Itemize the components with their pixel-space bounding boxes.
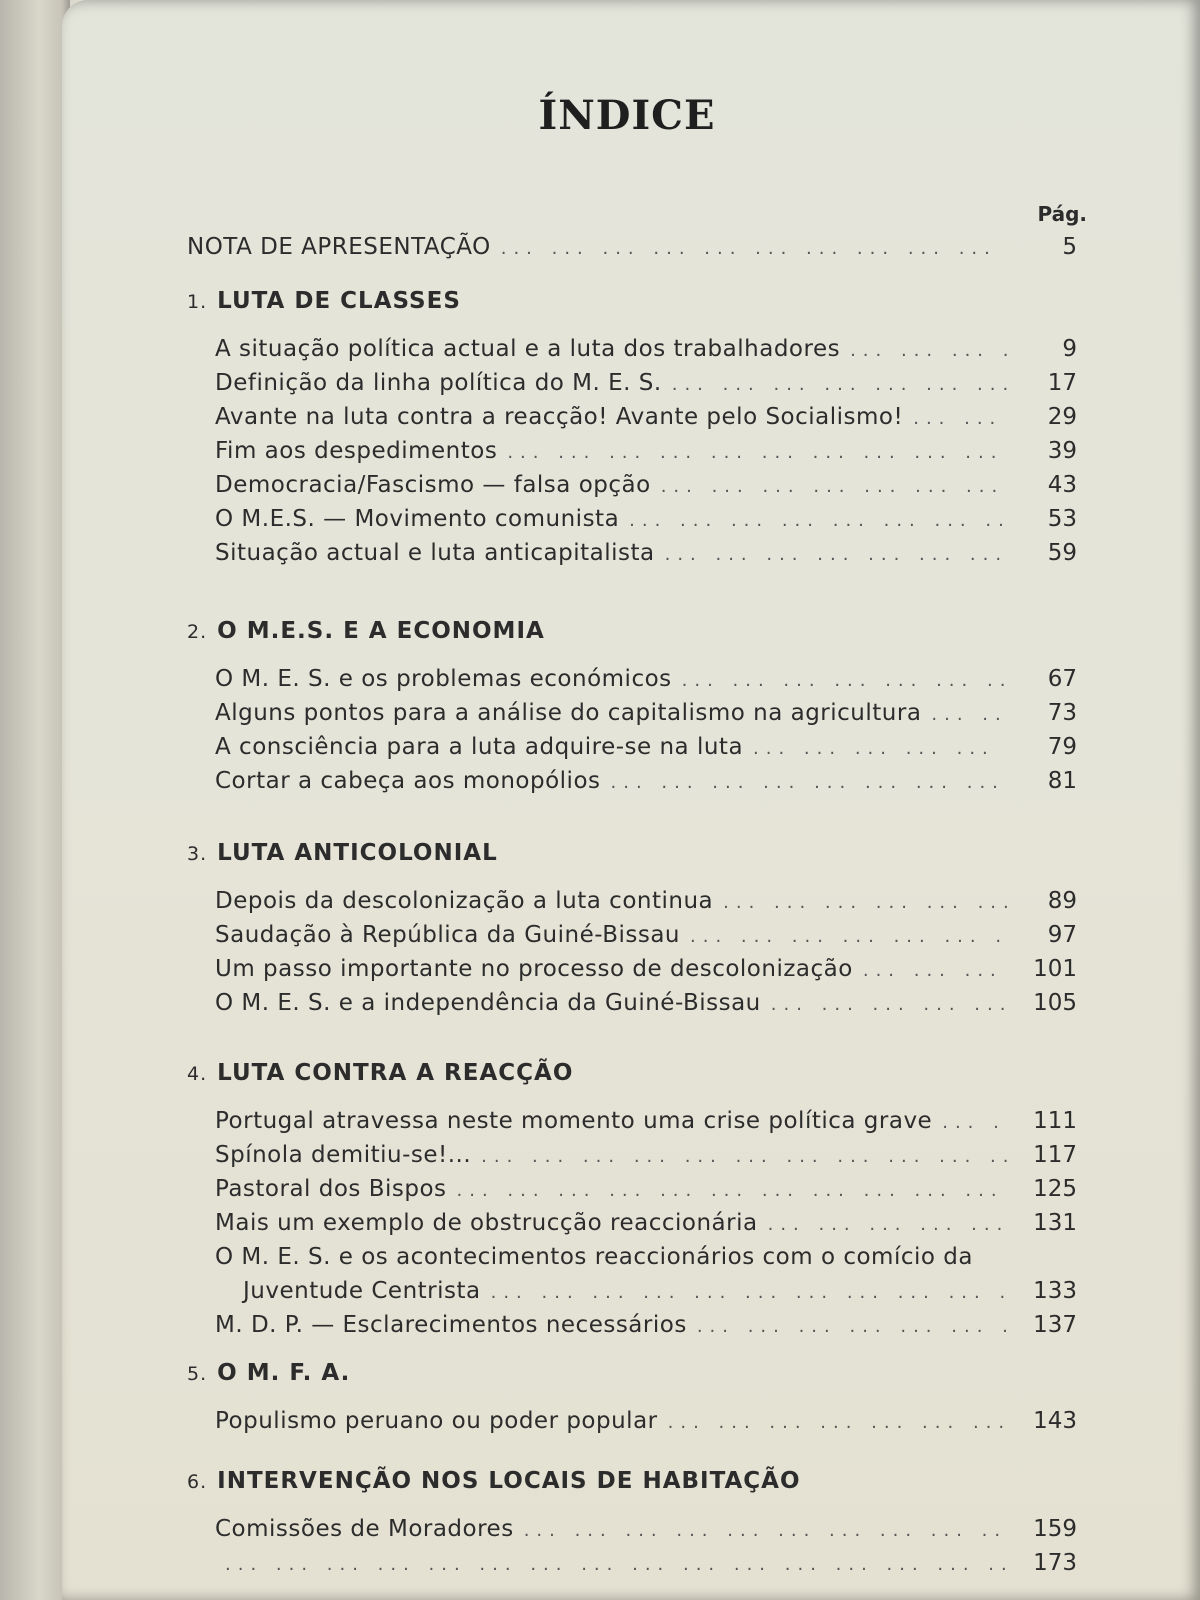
toc-entry [215, 666, 1077, 700]
toc-entry [215, 922, 1077, 956]
entry-page: 117 [1033, 1142, 1077, 1168]
toc-entry [215, 472, 1077, 506]
entry-title: Populismo peruano ou poder popular [215, 1408, 658, 1434]
entry-title: Saudação à República da Guiné-Bissau [215, 922, 681, 948]
entry-title: O M. E. S. e a independência da Guiné-Bissau [215, 990, 761, 1016]
entry-title: M. D. P. — Esclarecimentos necessários [215, 1312, 687, 1338]
entry-title: Democracia/Fascismo — falsa opção [215, 472, 651, 498]
toc-entry [215, 956, 1077, 990]
section-number: 2. [187, 621, 208, 643]
entry-title: Fim aos despedimentos [215, 438, 498, 464]
toc-entry [215, 1516, 1077, 1550]
section-4 [187, 1060, 1077, 1346]
entry-title: Spínola demitiu-se!... [215, 1142, 472, 1168]
entry-page: 143 [1033, 1408, 1077, 1434]
section-title: LUTA DE CLASSES [217, 288, 461, 314]
toc-entry [215, 990, 1077, 1024]
leader-dots [661, 476, 1007, 497]
entry-title: Avante na luta contra a reacção! Avante pelo Socialismo! [215, 404, 904, 430]
section-title: LUTA ANTICOLONIAL [217, 840, 498, 866]
section-entries [187, 1516, 1077, 1584]
entry-page: 111 [1033, 1108, 1077, 1134]
leader-dots [682, 670, 1007, 691]
leader-dots [768, 1214, 1007, 1235]
leader-dots [771, 994, 1007, 1015]
leader-dots [491, 1282, 1007, 1303]
entry-page: 101 [1033, 956, 1077, 982]
entry-title: A situação política actual e a luta dos trabalhadores [215, 336, 841, 362]
section-number: 5. [187, 1363, 208, 1385]
toc-entry [215, 700, 1077, 734]
toc-entry [215, 1550, 1077, 1584]
entry-page: 43 [1047, 472, 1077, 498]
section-heading [187, 1360, 1077, 1404]
page-title: ÍNDICE [538, 92, 716, 139]
entry-page: 53 [1047, 506, 1077, 532]
leader-dots [690, 926, 1007, 947]
leader-dots [629, 510, 1007, 531]
entry-page: 39 [1047, 438, 1077, 464]
entry-page: 67 [1047, 666, 1077, 692]
toc-entry-line1: O M. E. S. e os acontecimentos reaccionários com o comício da [215, 1244, 973, 1270]
entry-title: Cortar a cabeça aos monopólios [215, 768, 601, 794]
entry-title: O M.E.S. — Movimento comunista [215, 506, 620, 532]
section-entries [187, 1408, 1077, 1442]
leader-dots [665, 544, 1007, 565]
toc-entry [215, 438, 1077, 472]
entry-page: 79 [1047, 734, 1077, 760]
entry-title: Pastoral dos Bispos [215, 1176, 447, 1202]
entry-title: Mais um exemplo de obstrucção reaccionária [215, 1210, 758, 1236]
entry-page: 5 [1062, 234, 1077, 260]
entry-title: A consciência para a luta adquire-se na luta [215, 734, 744, 760]
leader-dots [931, 704, 1007, 725]
section-5 [187, 1360, 1077, 1442]
leader-dots [723, 892, 1007, 913]
leader-dots [863, 960, 1007, 981]
leader-dots [507, 442, 1007, 463]
entry-title: Alguns pontos para a análise do capitalismo na agricultura [215, 700, 922, 726]
entry-page: 137 [1033, 1312, 1077, 1338]
toc-entry [215, 1108, 1077, 1142]
entry-page: 105 [1033, 990, 1077, 1016]
leader-dots [668, 1412, 1007, 1433]
entry-title: Definição da linha política do M. E. S. [215, 370, 662, 396]
leader-dots [501, 238, 1007, 259]
toc-entry [215, 1408, 1077, 1442]
toc-entry [215, 370, 1077, 404]
section-1 [187, 288, 1077, 574]
entry-page: 125 [1033, 1176, 1077, 1202]
section-number: 4. [187, 1063, 208, 1085]
index-content [187, 0, 1087, 1600]
entry-page: 89 [1047, 888, 1077, 914]
section-number: 6. [187, 1471, 208, 1493]
section-entries [187, 666, 1077, 802]
section-heading [187, 288, 1077, 332]
toc-entry [215, 1312, 1077, 1346]
entry-title: Situação actual e luta anticapitalista [215, 540, 655, 566]
entry-title: Portugal atravessa neste momento uma crise política grave [215, 1108, 933, 1134]
left-page-edge [0, 0, 70, 1600]
section-3 [187, 840, 1077, 1024]
leader-dots [672, 374, 1007, 395]
toc-entry [215, 1176, 1077, 1210]
leader-dots [942, 1112, 1007, 1133]
section-6 [187, 1468, 1077, 1584]
leader-dots [457, 1180, 1007, 1201]
section-title: O M. F. A. [217, 1360, 351, 1386]
section-title: INTERVENÇÃO NOS LOCAIS DE HABITAÇÃO [217, 1468, 801, 1494]
entry-page: 29 [1047, 404, 1077, 430]
toc-entry [215, 734, 1077, 768]
section-heading [187, 840, 1077, 884]
toc-entry [215, 540, 1077, 574]
leader-dots [481, 1146, 1007, 1167]
entry-page: 131 [1033, 1210, 1077, 1236]
toc-entry [215, 1278, 1077, 1312]
section-entries [187, 1108, 1077, 1346]
toc-entry [215, 506, 1077, 540]
section-heading [187, 1060, 1077, 1104]
section-2 [187, 618, 1077, 802]
entry-page: 73 [1047, 700, 1077, 726]
entry-page: 97 [1047, 922, 1077, 948]
section-title: O M.E.S. E A ECONOMIA [217, 618, 545, 644]
leader-dots [225, 1554, 1007, 1575]
entry-page: 133 [1033, 1278, 1077, 1304]
book-page [62, 0, 1200, 1600]
section-heading [187, 618, 1077, 662]
entry-title: O M. E. S. e os problemas económicos [215, 666, 672, 692]
leader-dots [524, 1520, 1007, 1541]
entry-title: NOTA DE APRESENTAÇÃO [187, 234, 491, 260]
toc-entry [215, 888, 1077, 922]
entry-title: Depois da descolonização a luta continua [215, 888, 714, 914]
entry-page: 17 [1047, 370, 1077, 396]
entry-page: 81 [1047, 768, 1077, 794]
intro-block [187, 234, 1077, 268]
section-title: LUTA CONTRA A REACÇÃO [217, 1060, 574, 1086]
toc-entry [215, 1210, 1077, 1244]
toc-entry [215, 404, 1077, 438]
leader-dots [913, 408, 1007, 429]
section-number: 3. [187, 843, 208, 865]
entry-page: 173 [1033, 1550, 1077, 1576]
leader-dots [697, 1316, 1007, 1337]
toc-entry [215, 336, 1077, 370]
leader-dots [850, 340, 1007, 361]
section-entries [187, 888, 1077, 1024]
entry-title: Comissões de Moradores [215, 1516, 514, 1542]
section-number: 1. [187, 291, 208, 313]
leader-dots [753, 738, 1007, 759]
toc-entry [215, 768, 1077, 802]
section-entries [187, 336, 1077, 574]
entry-page: 9 [1062, 336, 1077, 362]
entry-page: 59 [1047, 540, 1077, 566]
toc-entry-intro [187, 234, 1077, 268]
leader-dots [611, 772, 1007, 793]
entry-page: 159 [1033, 1516, 1077, 1542]
page-column-label: Pág. [1037, 202, 1087, 226]
toc-entry [215, 1142, 1077, 1176]
entry-title: Um passo importante no processo de descolonização [215, 956, 853, 982]
entry-title: Juventude Centrista [243, 1278, 481, 1304]
section-heading [187, 1468, 1077, 1512]
